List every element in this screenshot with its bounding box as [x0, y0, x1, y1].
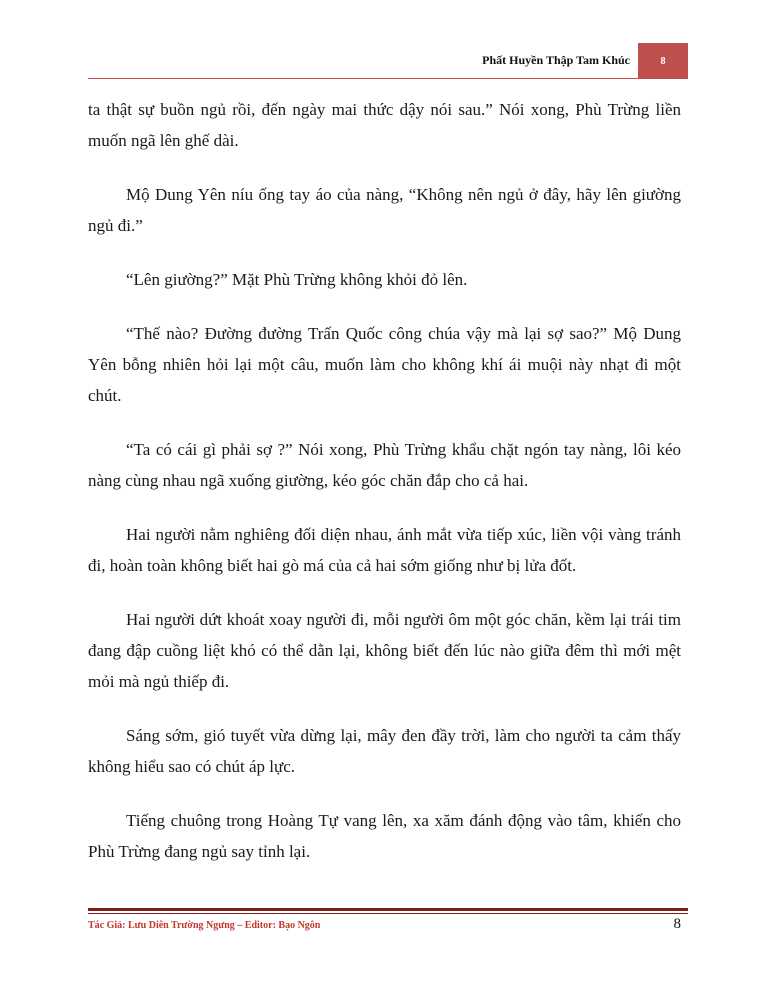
page-body — [88, 94, 681, 890]
footer-divider-thin — [88, 913, 688, 914]
header-page-number: 8 — [638, 43, 688, 79]
paragraph: ta thật sự buồn ngủ rồi, đến ngày mai thức dậy nói sau.” Nói xong, Phù Trừng liền muốn ngã lên ghế dài. — [88, 100, 681, 150]
page-header — [88, 43, 688, 79]
paragraph: Sáng sớm, gió tuyết vừa dừng lại, mây đen đầy trời, làm cho người ta cảm thấy không hiểu sao có chút áp lực. — [88, 726, 681, 776]
paragraph: “Thế nào? Đường đường Trấn Quốc công chúa vậy mà lại sợ sao?” Mộ Dung Yên bỗng nhiên hỏi lại một câu, muốn làm cho không khí ái muội này nhạt đi một chút. — [88, 324, 681, 405]
paragraph: Hai người nằm nghiêng đối diện nhau, ánh mắt vừa tiếp xúc, liền vội vàng tránh đi, hoàn toàn không biết hai gò má của cả hai sớm giống như bị lửa đốt. — [88, 525, 681, 575]
header-divider — [88, 78, 638, 79]
paragraph: “Lên giường?” Mặt Phù Trừng không khỏi đỏ lên. — [126, 270, 468, 289]
footer-credit: Tác Giả: Lưu Diên Trường Ngưng – Editor: Bạo Ngôn — [88, 920, 321, 931]
paragraph: “Ta có cái gì phải sợ ?” Nói xong, Phù Trừng khẩu chặt ngón tay nàng, lôi kéo nàng cùng nhau ngã xuống giường, kéo góc chăn đắp cho cả hai. — [88, 440, 681, 490]
footer-divider-thick — [88, 908, 688, 911]
paragraph: Tiếng chuông trong Hoàng Tự vang lên, xa xăm đánh động vào tâm, khiến cho Phù Trừng đang ngủ say tỉnh lại. — [88, 811, 681, 861]
book-title: Phất Huyền Thập Tam Khúc — [482, 53, 630, 67]
paragraph: Mộ Dung Yên níu ống tay áo của nàng, “Không nên ngủ ở đây, hãy lên giường ngủ đi.” — [88, 185, 681, 235]
paragraph: Hai người dứt khoát xoay người đi, mỗi người ôm một góc chăn, kềm lại trái tim đang đập cuồng liệt khó có thể dằn lại, không biết đến lúc nào giữa đêm thì mới mệt mỏi mà ngủ thiếp đi. — [88, 610, 681, 691]
footer-page-number: 8 — [673, 916, 681, 932]
